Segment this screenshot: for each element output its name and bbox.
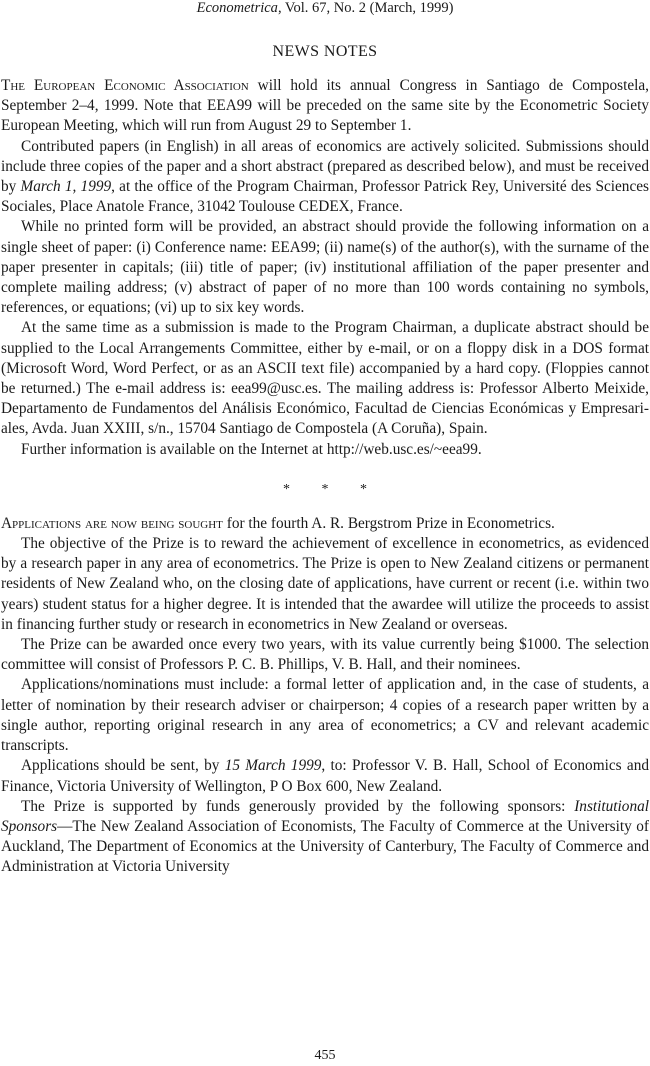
prize-paragraph-5-text-b: , to: Professor V. B. Hall, School of Economics and Finance, Victoria University of Wellington, P O Box 600, New Zealand. bbox=[1, 757, 649, 795]
prize-paragraph-4: Applications/nominations must include: a formal letter of application and, in the case of students, a letter of nomination by their research adviser or chairperson; 4 copies of a research paper written by a single author, reporting original research in any area of econometrics; a CV and relevant academic transcripts. bbox=[1, 676, 649, 755]
eea-paragraph-1 bbox=[1, 76, 649, 137]
journal-name: Econometrica bbox=[196, 0, 278, 16]
page-number: 455 bbox=[314, 1048, 336, 1063]
prize-paragraph-2: The objective of the Prize is to reward the achievement of excellence in econometrics, as evidenced by a research paper in any area of econometrics. The Prize is open to New Zealand citizens or permanent residents of New Zealand who, on the closing date of applications, have current or recent (i.e. within two years) student status for a higher degree. It is intended that the awardee will utilize the proceeds to assist in financing further study or research in econometrics in New Zealand or overseas. bbox=[1, 535, 649, 633]
prize-paragraph-1 bbox=[1, 514, 649, 534]
prize-paragraph-5-text-a: Applications should be sent, by bbox=[21, 757, 225, 775]
page-title: NEWS NOTES bbox=[272, 43, 378, 60]
eea-deadline: March 1, 1999 bbox=[20, 178, 112, 196]
article-body bbox=[1, 76, 649, 878]
prize-paragraph-6 bbox=[1, 797, 649, 878]
prize-paragraph-6-text-b: —The New Zealand Association of Economists, The Faculty of Commerce at the University of Auckland, The Department of Economics at the University of Canterbury, The Faculty of Commerce and Administration at Victoria University bbox=[1, 817, 649, 876]
issue-info: , Vol. 67, No. 2 (March, 1999) bbox=[277, 0, 454, 16]
eea-paragraph-2-text-b: , at the office of the Program Chairman, Professor Patrick Rey, Université des Sciences Sociales, Place Anatole France, 31042 Toulouse CEDEX, France. bbox=[1, 178, 649, 216]
eea-lead-in: The European Economic Association bbox=[1, 77, 249, 94]
eea-paragraph-3: While no printed form will be provided, an abstract should provide the following information on a single sheet of paper: (i) Conference name: EEA99; (ii) name(s) of the author(s), with the surname of the paper presenter in capitals; (iii) title of paper; (iv) institutional affiliation of the paper presenter and complete mailing address; (v) abstract of paper of no more than 100 words containing no symbols, references, or equations; (vi) up to six key words. bbox=[1, 218, 649, 317]
eea-paragraph-4: At the same time as a submission is made to the Program Chairman, a duplicate abstract should be supplied to the Local Arrangements Committee, either by e-mail, or on a floppy disk in a DOS format (Microsoft Word, Word Perfect, or as an ASCII text file) accompanied by a hard copy. (Floppies cannot be returned.) The e-mail address is: eea99@usc.es. The mailing address is: Professor Alberto Meixide, Departamento de Fundamentos del Análisis Económico, Facultad de Ciencias Económicas y Empresariales, Avda. Juan XXIII, s/n., 15704 Santiago de Compostela (A Coruña), Spain. bbox=[1, 319, 649, 438]
prize-paragraph-3: The Prize can be awarded once every two years, with its value currently being $1000. The selection committee will consist of Professors P. C. B. Phillips, V. B. Hall, and their nominees. bbox=[1, 636, 649, 674]
running-head bbox=[0, 0, 650, 16]
institutional-sponsors-label: Institutional Sponsors bbox=[1, 797, 649, 835]
eea-paragraph-2-text-a: Contributed papers (in English) in all areas of economics are actively solicited. Submissions should include three copies of the paper and a short abstract (prepared as described below), and must be received by bbox=[1, 137, 649, 196]
prize-lead-in: Applications are now being sought bbox=[1, 514, 223, 532]
eea-paragraph-5: Further information is available on the Internet at http://web.usc.es/~eea99. bbox=[21, 440, 482, 458]
prize-deadline: 15 March 1999 bbox=[224, 757, 322, 775]
prize-paragraph-1-text: for the fourth A. R. Bergstrom Prize in Econometrics. bbox=[222, 514, 555, 532]
eea-paragraph-1-text: will hold its annual Congress in Santiago de Compostela, September 2–4, 1999. Note that EEA99 will be preceded on the same site by the Econometric Society European Meeting, which will run from August 29 to September 1. bbox=[1, 77, 649, 135]
section-separator: * * * bbox=[283, 481, 381, 497]
prize-paragraph-6-text-a: The Prize is supported by funds generously provided by the following sponsors: bbox=[21, 797, 575, 815]
prize-paragraph-5 bbox=[1, 756, 649, 796]
eea-paragraph-2 bbox=[1, 137, 649, 218]
